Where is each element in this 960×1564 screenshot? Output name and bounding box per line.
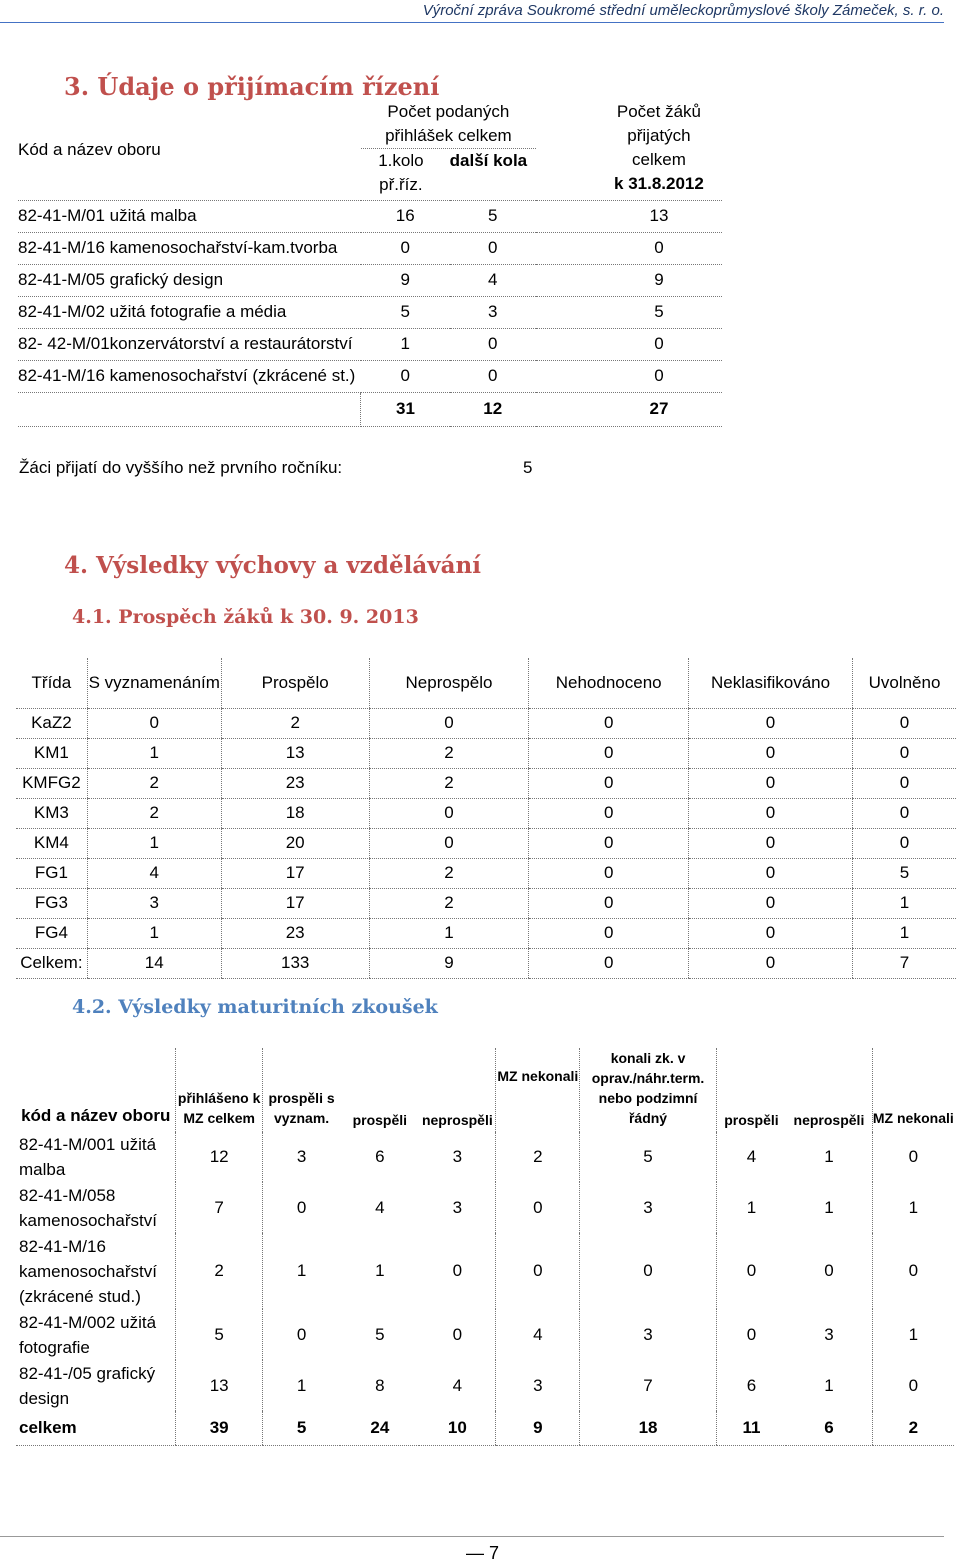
col-failed-2: neprospěli (793, 1112, 865, 1128)
cell: 2 (496, 1132, 580, 1182)
mz-row (16, 1182, 954, 1233)
cell: 0 (872, 1233, 954, 1309)
page-header: Výroční zpráva Soukromé střední uměleckoprůmyslové školy Zámeček, s. r. o. (0, 0, 944, 23)
cell: 3 (87, 888, 221, 918)
cell: 0 (496, 1233, 580, 1309)
cell: 10 (419, 1411, 495, 1445)
cell: 0 (853, 798, 956, 828)
field-name: 82-41-M/002 užitá fotografie (19, 1312, 157, 1357)
cell: 7 (853, 948, 956, 978)
grades-total-row (16, 948, 956, 978)
col-registered: přihlášeno k MZ celkem (176, 1048, 263, 1132)
class-name: KaZ2 (16, 708, 87, 738)
cell: 1 (87, 738, 221, 768)
cell: 3 (580, 1309, 716, 1360)
cell: 0 (529, 768, 689, 798)
class-name: Celkem: (16, 948, 87, 978)
page-number: — 7 (466, 1543, 500, 1563)
admission-row (18, 296, 722, 328)
page-number-value: 7 (489, 1543, 500, 1563)
cell: 24 (340, 1411, 419, 1445)
cell: 20 (221, 828, 369, 858)
mz-table (16, 1048, 954, 1446)
col-retake: konali zk. v oprav./náhr.term. nebo podzimní řádný (580, 1048, 716, 1132)
col-failed: Neprospělo (369, 658, 529, 708)
section-4-2-title: 4.2. Výsledky maturitních zkoušek (72, 996, 438, 1018)
cell: 2 (221, 708, 369, 738)
cell: 6 (786, 1411, 872, 1445)
cell: 2 (369, 888, 529, 918)
grades-row (16, 858, 956, 888)
cell: 0 (689, 708, 853, 738)
cell: 0 (716, 1309, 786, 1360)
cell: 12 (176, 1132, 263, 1182)
cell: 0 (529, 858, 689, 888)
cell: 2 (872, 1411, 954, 1445)
cell: 7 (176, 1182, 263, 1233)
cell: 18 (580, 1411, 716, 1445)
cell: 23 (221, 768, 369, 798)
admission-row (18, 200, 722, 232)
next-count: 0 (450, 328, 536, 360)
total-next: 12 (450, 392, 536, 426)
col-not-taken-2: MZ nekonali (872, 1048, 954, 1132)
grades-row (16, 828, 956, 858)
cell: 1 (872, 1182, 954, 1233)
cell: 0 (872, 1132, 954, 1182)
cell: 1 (87, 918, 221, 948)
cell: 0 (369, 828, 529, 858)
cell: 0 (369, 798, 529, 828)
cell: 23 (221, 918, 369, 948)
next-count: 0 (450, 360, 536, 392)
cell: 1 (369, 918, 529, 948)
section-4-title: 4. Výsledky výchovy a vzdělávání (64, 552, 481, 579)
section-4-1-title: 4.1. Prospěch žáků k 30. 9. 2013 (72, 606, 419, 628)
cell: 0 (689, 858, 853, 888)
cell: 4 (452, 1375, 463, 1395)
class-name: FG1 (16, 858, 87, 888)
cell: 0 (529, 888, 689, 918)
total-accepted: 27 (536, 392, 722, 426)
cell: 0 (529, 798, 689, 828)
cell: 0 (872, 1360, 954, 1411)
col-not-taken: MZ nekonali (496, 1048, 580, 1132)
admission-row (18, 328, 722, 360)
cell: 9 (369, 948, 529, 978)
col-class: Třída (16, 658, 87, 708)
next-count: 5 (450, 200, 536, 232)
cell: 1 (716, 1182, 786, 1233)
cell: 0 (689, 888, 853, 918)
grades-row (16, 768, 956, 798)
field-name: 82-41-M/16 kamenosochařství-kam.tvorba (18, 232, 361, 264)
higher-year-label: Žáci přijatí do vyššího než prvního ročníku: (19, 458, 343, 477)
cell: 133 (221, 948, 369, 978)
cell: 13 (176, 1360, 263, 1411)
cell: 0 (824, 1261, 834, 1280)
cell: 0 (580, 1233, 716, 1309)
cell: 1 (824, 1197, 834, 1217)
col-honors: prospěli s vyznam. (262, 1048, 340, 1132)
accepted-count: 9 (536, 264, 722, 296)
col-failed: neprospěli (421, 1112, 493, 1128)
total-round1: 31 (361, 392, 450, 426)
grades-row (16, 798, 956, 828)
col-applications-header (361, 100, 536, 200)
class-name: KM3 (16, 798, 87, 828)
cell: 5 (262, 1411, 340, 1445)
cell: 6 (375, 1147, 385, 1166)
col-accepted-header (536, 100, 722, 200)
field-name: 82-41-M/16 kamenosochařství (zkrácené st.) (18, 360, 361, 392)
cell: 0 (369, 708, 529, 738)
cell: 0 (452, 1261, 463, 1280)
cell: 1 (872, 1309, 954, 1360)
cell: 11 (716, 1411, 786, 1445)
col-not-evaluated: Nehodnoceno (529, 658, 689, 708)
cell: 5 (580, 1132, 716, 1182)
mz-total-row (16, 1411, 954, 1445)
round1-count: 9 (361, 264, 450, 296)
next-rounds-label: další kola (449, 151, 528, 170)
col-code-header: Kód a název oboru (18, 100, 361, 200)
cell: 0 (262, 1309, 340, 1360)
cell: 2 (87, 768, 221, 798)
grades-table (16, 658, 956, 979)
next-count: 3 (450, 296, 536, 328)
cell: 0 (87, 708, 221, 738)
round1-count: 1 (361, 328, 450, 360)
field-name: 82-41-M/16 kamenosochařství (zkrácené stud.) (19, 1236, 157, 1306)
mz-header-row (16, 1048, 954, 1132)
admissions-table (18, 100, 722, 427)
field-name: 82-41-/05 grafický design (19, 1363, 156, 1408)
cell: 0 (716, 1233, 786, 1309)
next-count: 4 (450, 264, 536, 296)
cell: 2 (369, 738, 529, 768)
cell: 1 (824, 1375, 834, 1395)
round1-count: 0 (361, 232, 450, 264)
total-blank (18, 392, 361, 426)
field-name: 82-41-M/05 grafický design (18, 264, 361, 296)
mz-row (16, 1360, 954, 1411)
grades-row (16, 918, 956, 948)
cell: 0 (529, 918, 689, 948)
cell: 2 (369, 768, 529, 798)
cell: 4 (87, 858, 221, 888)
col-honors: S vyznamenáním (87, 658, 221, 708)
cell: 0 (853, 828, 956, 858)
round1-count: 0 (361, 360, 450, 392)
cell: 1 (262, 1233, 340, 1309)
section-3-title: 3. Údaje o přijímacím řízení (64, 72, 440, 101)
class-name: KM4 (16, 828, 87, 858)
col-passed: Prospělo (221, 658, 369, 708)
cell: 2 (87, 798, 221, 828)
cell: 3 (262, 1132, 340, 1182)
class-name: FG4 (16, 918, 87, 948)
footer-rule (0, 1536, 944, 1537)
cell: 5 (375, 1324, 385, 1344)
cell: 4 (375, 1197, 385, 1217)
cell: 3 (452, 1147, 463, 1166)
class-name: FG3 (16, 888, 87, 918)
col-field: kód a název oboru (21, 1106, 171, 1125)
cell: 0 (529, 708, 689, 738)
col-passed-2: prospěli (716, 1048, 786, 1132)
cell: 3 (452, 1197, 463, 1217)
cell: 0 (529, 828, 689, 858)
admission-total-row (18, 392, 722, 426)
cell: 3 (824, 1324, 834, 1344)
cell: 0 (853, 708, 956, 738)
cell: 39 (176, 1411, 263, 1445)
cell: 0 (853, 738, 956, 768)
cell: 4 (716, 1132, 786, 1182)
accepted-date: k 31.8.2012 (614, 174, 704, 193)
class-name: KMFG2 (16, 768, 87, 798)
cell: 5 (853, 858, 956, 888)
admission-row (18, 264, 722, 296)
accepted-label: Počet žáků přijatých celkem (616, 102, 701, 169)
cell: 0 (689, 918, 853, 948)
cell: 0 (689, 768, 853, 798)
cell: 0 (689, 798, 853, 828)
field-name: 82-41-M/001 užitá malba (19, 1135, 157, 1179)
grades-header-row (16, 658, 956, 708)
field-name: 82- 42-M/01konzervátorství a restaurátorství (18, 328, 361, 360)
admission-row (18, 232, 722, 264)
cell: 2 (176, 1233, 263, 1309)
cell: 0 (452, 1324, 463, 1344)
accepted-count: 13 (536, 200, 722, 232)
cell: 17 (221, 888, 369, 918)
cell: 5 (176, 1309, 263, 1360)
cell: 1 (87, 828, 221, 858)
cell: 18 (221, 798, 369, 828)
cell: 0 (496, 1182, 580, 1233)
accepted-count: 0 (536, 232, 722, 264)
cell: 1 (262, 1360, 340, 1411)
accepted-count: 5 (536, 296, 722, 328)
grades-row (16, 738, 956, 768)
round1-count: 5 (361, 296, 450, 328)
cell: 1 (853, 918, 956, 948)
cell: 0 (853, 768, 956, 798)
mz-row (16, 1132, 954, 1182)
cell: 0 (689, 948, 853, 978)
cell: 6 (716, 1360, 786, 1411)
cell: 4 (496, 1309, 580, 1360)
mz-row (16, 1309, 954, 1360)
cell: 13 (221, 738, 369, 768)
admission-row (18, 360, 722, 392)
cell: 0 (262, 1182, 340, 1233)
total-label: celkem (16, 1411, 176, 1445)
col-not-classified: Neklasifikováno (689, 658, 853, 708)
cell: 1 (824, 1147, 834, 1166)
higher-year-value: 5 (523, 458, 533, 477)
round1-count: 16 (361, 200, 450, 232)
cell: 0 (529, 948, 689, 978)
cell: 0 (529, 738, 689, 768)
accepted-count: 0 (536, 360, 722, 392)
round1-label: 1.kolo př.říz. (378, 151, 424, 194)
cell: 8 (375, 1375, 385, 1395)
accepted-count: 0 (536, 328, 722, 360)
col-passed: prospěli (352, 1112, 408, 1128)
next-count: 0 (450, 232, 536, 264)
cell: 3 (580, 1182, 716, 1233)
mz-row (16, 1233, 954, 1309)
col-exempt: Uvolněno (853, 658, 956, 708)
grades-row (16, 888, 956, 918)
field-name: 82-41-M/058 kamenosochařství (19, 1185, 157, 1230)
grades-row (16, 708, 956, 738)
field-name: 82-41-M/02 užitá fotografie a média (18, 296, 361, 328)
cell: 1 (853, 888, 956, 918)
cell: 0 (689, 738, 853, 768)
class-name: KM1 (16, 738, 87, 768)
cell: 1 (375, 1261, 385, 1280)
cell: 0 (689, 828, 853, 858)
cell: 14 (87, 948, 221, 978)
cell: 3 (496, 1360, 580, 1411)
cell: 7 (580, 1360, 716, 1411)
applications-label: Počet podaných přihlášek celkem (385, 102, 512, 145)
cell: 2 (369, 858, 529, 888)
field-name: 82-41-M/01 užitá malba (18, 200, 361, 232)
cell: 17 (221, 858, 369, 888)
cell: 9 (496, 1411, 580, 1445)
